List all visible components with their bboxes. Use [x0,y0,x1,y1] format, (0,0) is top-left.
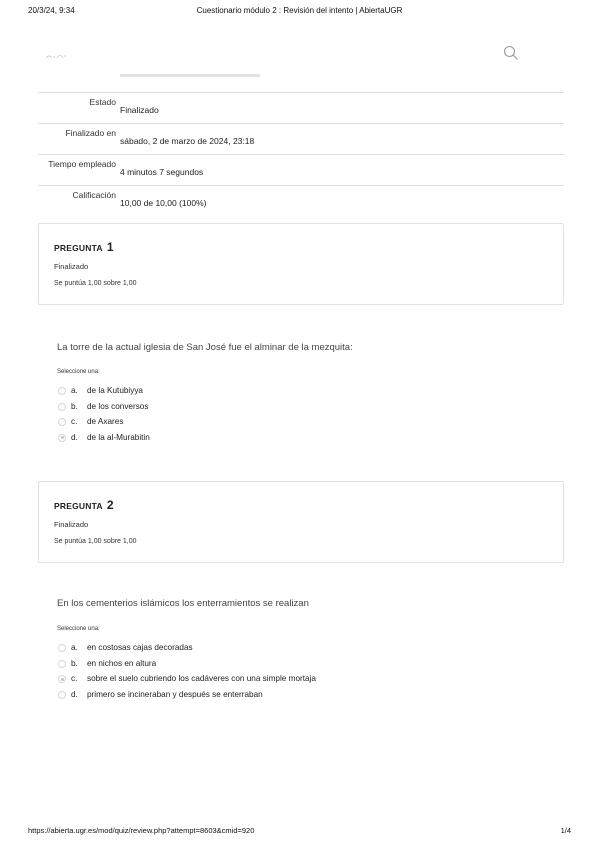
answer-letter: c. [71,674,78,683]
radio-button[interactable] [58,418,66,426]
summary-label: Tiempo empleado [48,159,116,169]
question-state: Finalizado [54,520,89,529]
summary-row-tiempo-empleado [38,154,564,185]
answer-letter: a. [71,386,78,395]
answer-text: de Axares [87,417,124,426]
question-heading-label: PREGUNTA [54,243,103,253]
question-2-info-box [38,481,564,563]
question-grade: Se puntúa 1,00 sobre 1,00 [54,538,137,545]
question-number: 1 [106,240,114,254]
answer-text: de los conversos [87,401,149,411]
summary-label: Finalizado en [65,128,116,138]
answer-letter: b. [71,658,78,668]
print-datetime: 20/3/24, 9:34 [28,6,75,15]
radio-button[interactable] [58,403,66,411]
summary-row-finalizado-en [38,123,564,154]
radio-button[interactable] [58,387,66,395]
page-url[interactable]: https://abierta.ugr.es/mod/quiz/review.php?attempt=8603&cmid=920 [28,826,255,835]
summary-label: Calificación [72,190,116,200]
attempt-summary-table [38,92,564,216]
question-heading [54,498,114,512]
question-heading-label: PREGUNTA [54,501,103,511]
print-header [0,4,599,18]
page-counter: 1/4 [560,826,571,835]
summary-value: 10,00 de 10,00 (100%) [120,198,207,208]
truncated-row-text [120,74,260,77]
answer-text: sobre el suelo cubriendo los cadáveres con una simple mortaja [87,674,316,683]
ugr-logo[interactable] [45,52,67,60]
answer-text: en costosas cajas decoradas [87,643,193,652]
question-grade: Se puntúa 1,00 sobre 1,00 [54,280,137,287]
question-number: 2 [106,498,114,512]
answer-letter: d. [71,432,78,442]
question-1-info-box [38,223,564,305]
question-state: Finalizado [54,262,89,271]
summary-row-calificacion [38,185,564,216]
print-footer [0,826,599,838]
summary-value: 4 minutos 7 segundos [120,167,204,177]
radio-button[interactable] [58,660,66,668]
answer-text: de la Kutubiyya [87,386,143,395]
search-icon[interactable] [503,45,519,61]
radio-button-selected[interactable] [58,434,66,442]
radio-button-selected[interactable] [58,675,66,683]
answer-letter: b. [71,401,78,411]
answer-letter: c. [71,417,78,426]
summary-value: Finalizado [120,105,159,115]
summary-label: Estado [89,97,116,107]
summary-row-estado [38,92,564,123]
answer-text: de la al-Murabitin [87,432,150,442]
answer-letter: d. [71,689,78,699]
answer-text: en nichos en altura [87,658,157,668]
radio-button[interactable] [58,691,66,699]
question-1-prompt: Seleccione una: [57,369,100,375]
question-2-text: En los cementerios islámicos los enterramientos se realizan [57,598,309,609]
radio-button[interactable] [58,644,66,652]
question-1-text: La torre de la actual iglesia de San José fue el alminar de la mezquita: [57,342,353,353]
print-page-title: Cuestionario módulo 2 : Revisión del intento | AbiertaUGR [196,6,403,15]
question-2-prompt: Seleccione una: [57,626,100,632]
answer-text: primero se incineraban y después se enterraban [87,689,263,699]
answer-letter: a. [71,643,78,652]
summary-value: sábado, 2 de marzo de 2024, 23:18 [120,136,255,146]
question-heading [54,240,114,254]
